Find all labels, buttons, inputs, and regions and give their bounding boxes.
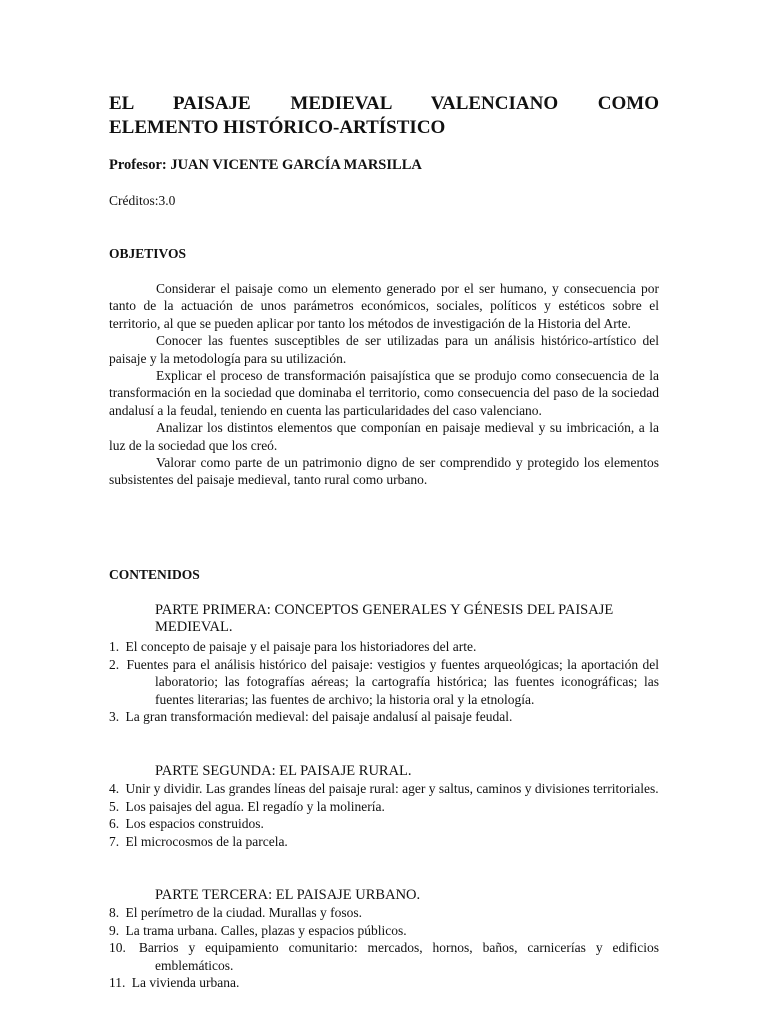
title-line-2: ELEMENTO HISTÓRICO-ARTÍSTICO xyxy=(109,117,446,138)
objectives-body xyxy=(109,280,659,489)
list-item xyxy=(109,904,659,922)
credits-line: Créditos:3.0 xyxy=(109,193,176,208)
item-number: 4. xyxy=(109,781,120,796)
item-text: Los espacios construidos. xyxy=(125,816,264,832)
objective-paragraph: Considerar el paisaje como un elemento generado por el ser humano, y consecuencia por tanto de la actuación de unos parámetros económicos, sociales, políticos y estéticos sobre el territorio, al que se pueden aplicar por tanto los métodos de investigación de la Historia del Arte. xyxy=(109,281,659,331)
item-number: 6. xyxy=(109,816,120,832)
item-text: La trama urbana. Calles, plazas y espacios públicos. xyxy=(125,922,407,938)
list-item xyxy=(109,974,659,992)
item-text: La vivienda urbana. xyxy=(131,975,240,991)
item-text: El perímetro de la ciudad. Murallas y fosos. xyxy=(125,905,363,920)
part-one-list xyxy=(109,638,659,726)
list-item xyxy=(109,780,659,798)
item-number: 10. xyxy=(109,940,126,956)
list-item xyxy=(109,815,659,833)
title-line-1: EL PAISAJE MEDIEVAL VALENCIANO COMO xyxy=(109,93,659,114)
item-number: 1. xyxy=(109,639,120,654)
item-number: 2. xyxy=(109,656,120,672)
item-number: 5. xyxy=(109,798,120,814)
professor-line: Profesor: JUAN VICENTE GARCÍA MARSILLA xyxy=(109,157,422,173)
item-number: 9. xyxy=(109,922,120,938)
contents-heading: CONTENIDOS xyxy=(109,567,200,582)
list-item xyxy=(109,656,659,709)
item-text: El concepto de paisaje y el paisaje para los historiadores del arte. xyxy=(125,639,477,654)
item-text: Barrios y equipamiento comunitario: mercados, hornos, baños, carnicerías y edificios emblemáticos. xyxy=(138,940,659,973)
objective-paragraph: Conocer las fuentes susceptibles de ser utilizadas para un análisis histórico-artístico del paisaje y la metodología para su utilización. xyxy=(109,333,659,366)
objective-paragraph: Analizar los distintos elementos que componían en paisaje medieval y su imbricación, a la luz de la sociedad que los creó. xyxy=(109,420,659,453)
list-item xyxy=(109,638,659,656)
part-two-title: PARTE SEGUNDA: EL PAISAJE RURAL. xyxy=(155,763,412,779)
objective-paragraph: Explicar el proceso de transformación paisajística que se produjo como consecuencia de la transformación en la sociedad que dominaba el territorio, como consecuencia del paso de la sociedad andalusí a la feudal, teniendo en cuenta las particularidades del caso valenciano. xyxy=(109,368,659,418)
list-item xyxy=(109,922,659,940)
item-text: El microcosmos de la parcela. xyxy=(125,833,288,849)
part-three-list xyxy=(109,904,659,992)
item-number: 8. xyxy=(109,905,120,920)
list-item xyxy=(109,833,659,851)
list-item xyxy=(109,939,659,974)
item-text: Los paisajes del agua. El regadío y la molinería. xyxy=(125,798,385,814)
list-item xyxy=(109,798,659,816)
objective-paragraph: Valorar como parte de un patrimonio digno de ser comprendido y protegido los elementos subsistentes del paisaje medieval, tanto rural como urbano. xyxy=(109,455,659,488)
objectives-heading: OBJETIVOS xyxy=(109,246,187,261)
item-text: La gran transformación medieval: del paisaje andalusí al paisaje feudal. xyxy=(125,709,513,725)
part-one-title: PARTE PRIMERA: CONCEPTOS GENERALES Y GÉNESIS DEL PAISAJE MEDIEVAL. xyxy=(155,602,614,635)
item-text: Unir y dividir. Las grandes líneas del paisaje rural: ager y saltus, caminos y divisiones territoriales. xyxy=(125,781,659,796)
item-number: 7. xyxy=(109,833,120,849)
part-three-title: PARTE TERCERA: EL PAISAJE URBANO. xyxy=(155,887,421,903)
list-item xyxy=(109,708,659,726)
item-number: 11. xyxy=(109,975,126,991)
item-text: Fuentes para el análisis histórico del paisaje: vestigios y fuentes arqueológicas; la aportación del laboratorio; las fotografías aéreas; la cartografía histórica; las fuentes iconográficas; las fuentes literarias; las fuentes de archivo; la historia oral y la etnología. xyxy=(126,656,660,707)
document-title xyxy=(109,92,659,140)
part-two-list xyxy=(109,780,659,850)
item-number: 3. xyxy=(109,709,120,725)
